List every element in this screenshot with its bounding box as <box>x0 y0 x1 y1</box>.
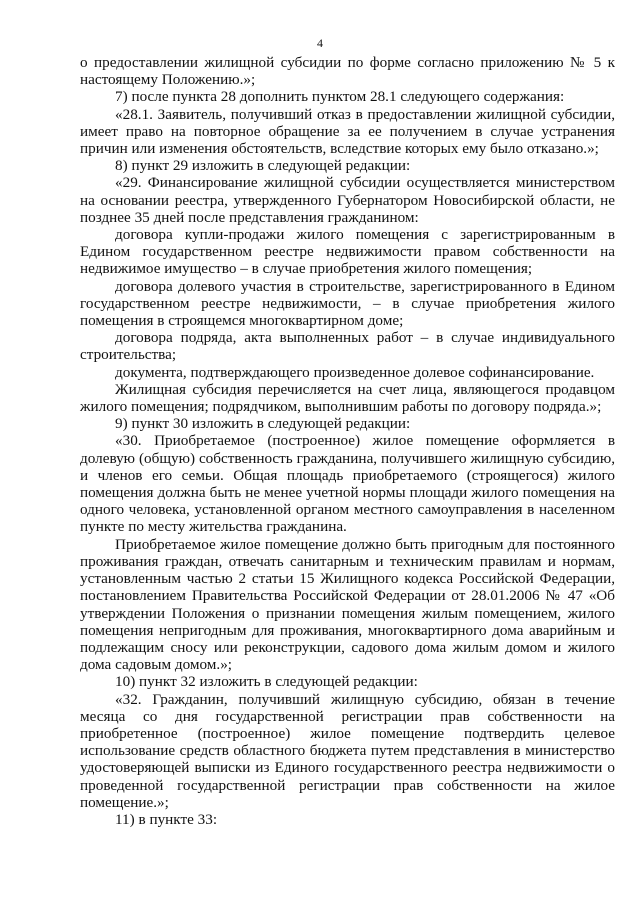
paragraph: документа, подтверждающего произведенное долевое софинансирование. <box>115 363 595 381</box>
paragraph: договора подряда, акта выполненных работ – в случае индивидуального строительства; <box>80 329 615 364</box>
paragraph: договора купли-продажи жилого помещения с зарегистрированным в Едином государственном реестре недвижимости правом собственности на недвижимое имущество – в случае приобретения жилого помещения; <box>80 226 615 278</box>
paragraph: «32. Гражданин, получивший жилищную субсидию, обязан в течение месяца со дня государственной регистрации прав собственности на приобретенное (построенное) жилое помещение подтвердить целевое использование средств областного бюджета путем представления в министерство удостоверяющей выписки из Единого государственного реестра недвижимости о проведенной государственной регистрации прав собственности на жилое помещение.»; <box>80 690 615 811</box>
paragraph: 8) пункт 29 изложить в следующей редакции: <box>115 157 411 175</box>
paragraph: «30. Приобретаемое (построенное) жилое помещение оформляется в долевую (общую) собственность гражданина, получившего жилищную субсидию, и членов его семьи. Общая площадь приобретаемого (строящегося) жилого помещения должна быть не менее учетной нормы площади жилого помещения на одного человека, установленной органом местного самоуправления в населенном пункте по месту жительства гражданина. <box>80 432 615 536</box>
paragraph: 7) после пункта 28 дополнить пунктом 28.1 следующего содержания: <box>115 88 565 106</box>
paragraph: «28.1. Заявитель, получивший отказ в предоставлении жилищной субсидии, имеет право на повторное обращение за ее получением в случае устранения причин или изменения обстоятельств, вследствие которых ему было отказано.»; <box>80 105 615 158</box>
paragraph: Приобретаемое жилое помещение должно быть пригодным для постоянного проживания граждан, отвечать санитарным и техническим правилам и нормам, установленным частью 2 статьи 15 Жилищного кодекса Российской Федерации, постановлением Правительства Российской Федерации от 28.01.2006 № 47 «Об утверждении Положения о признании помещения жилым помещением, жилого помещения непригодным для проживания, многоквартирного дома аварийным и подлежащим сносу или реконструкции, садового дома жилым домом и жилого дома садовым домом.»; <box>80 535 615 674</box>
paragraph: договора долевого участия в строительстве, зарегистрированного в Едином государственном реестре недвижимости, – в случае приобретения жилого помещения в строящемся многоквартирном доме; <box>80 277 615 330</box>
paragraph: о предоставлении жилищной субсидии по форме согласно приложению № 5 к настоящему Положению.»; <box>80 54 615 89</box>
paragraph: 10) пункт 32 изложить в следующей редакции: <box>115 673 418 691</box>
paragraph: 9) пункт 30 изложить в следующей редакции: <box>115 415 411 433</box>
paragraph: 11) в пункте 33: <box>115 810 218 828</box>
document-body <box>80 54 615 828</box>
paragraph: «29. Финансирование жилищной субсидии осуществляется министерством на основании реестра, утвержденного Губернатором Новосибирской области, не позднее 35 дней после представления гражданином: <box>80 174 615 226</box>
paragraph: Жилищная субсидия перечисляется на счет лица, являющегося продавцом жилого помещения; подрядчиком, выполнившим работы по договору подряда.»; <box>80 380 615 416</box>
page-number: 4 <box>317 36 323 50</box>
